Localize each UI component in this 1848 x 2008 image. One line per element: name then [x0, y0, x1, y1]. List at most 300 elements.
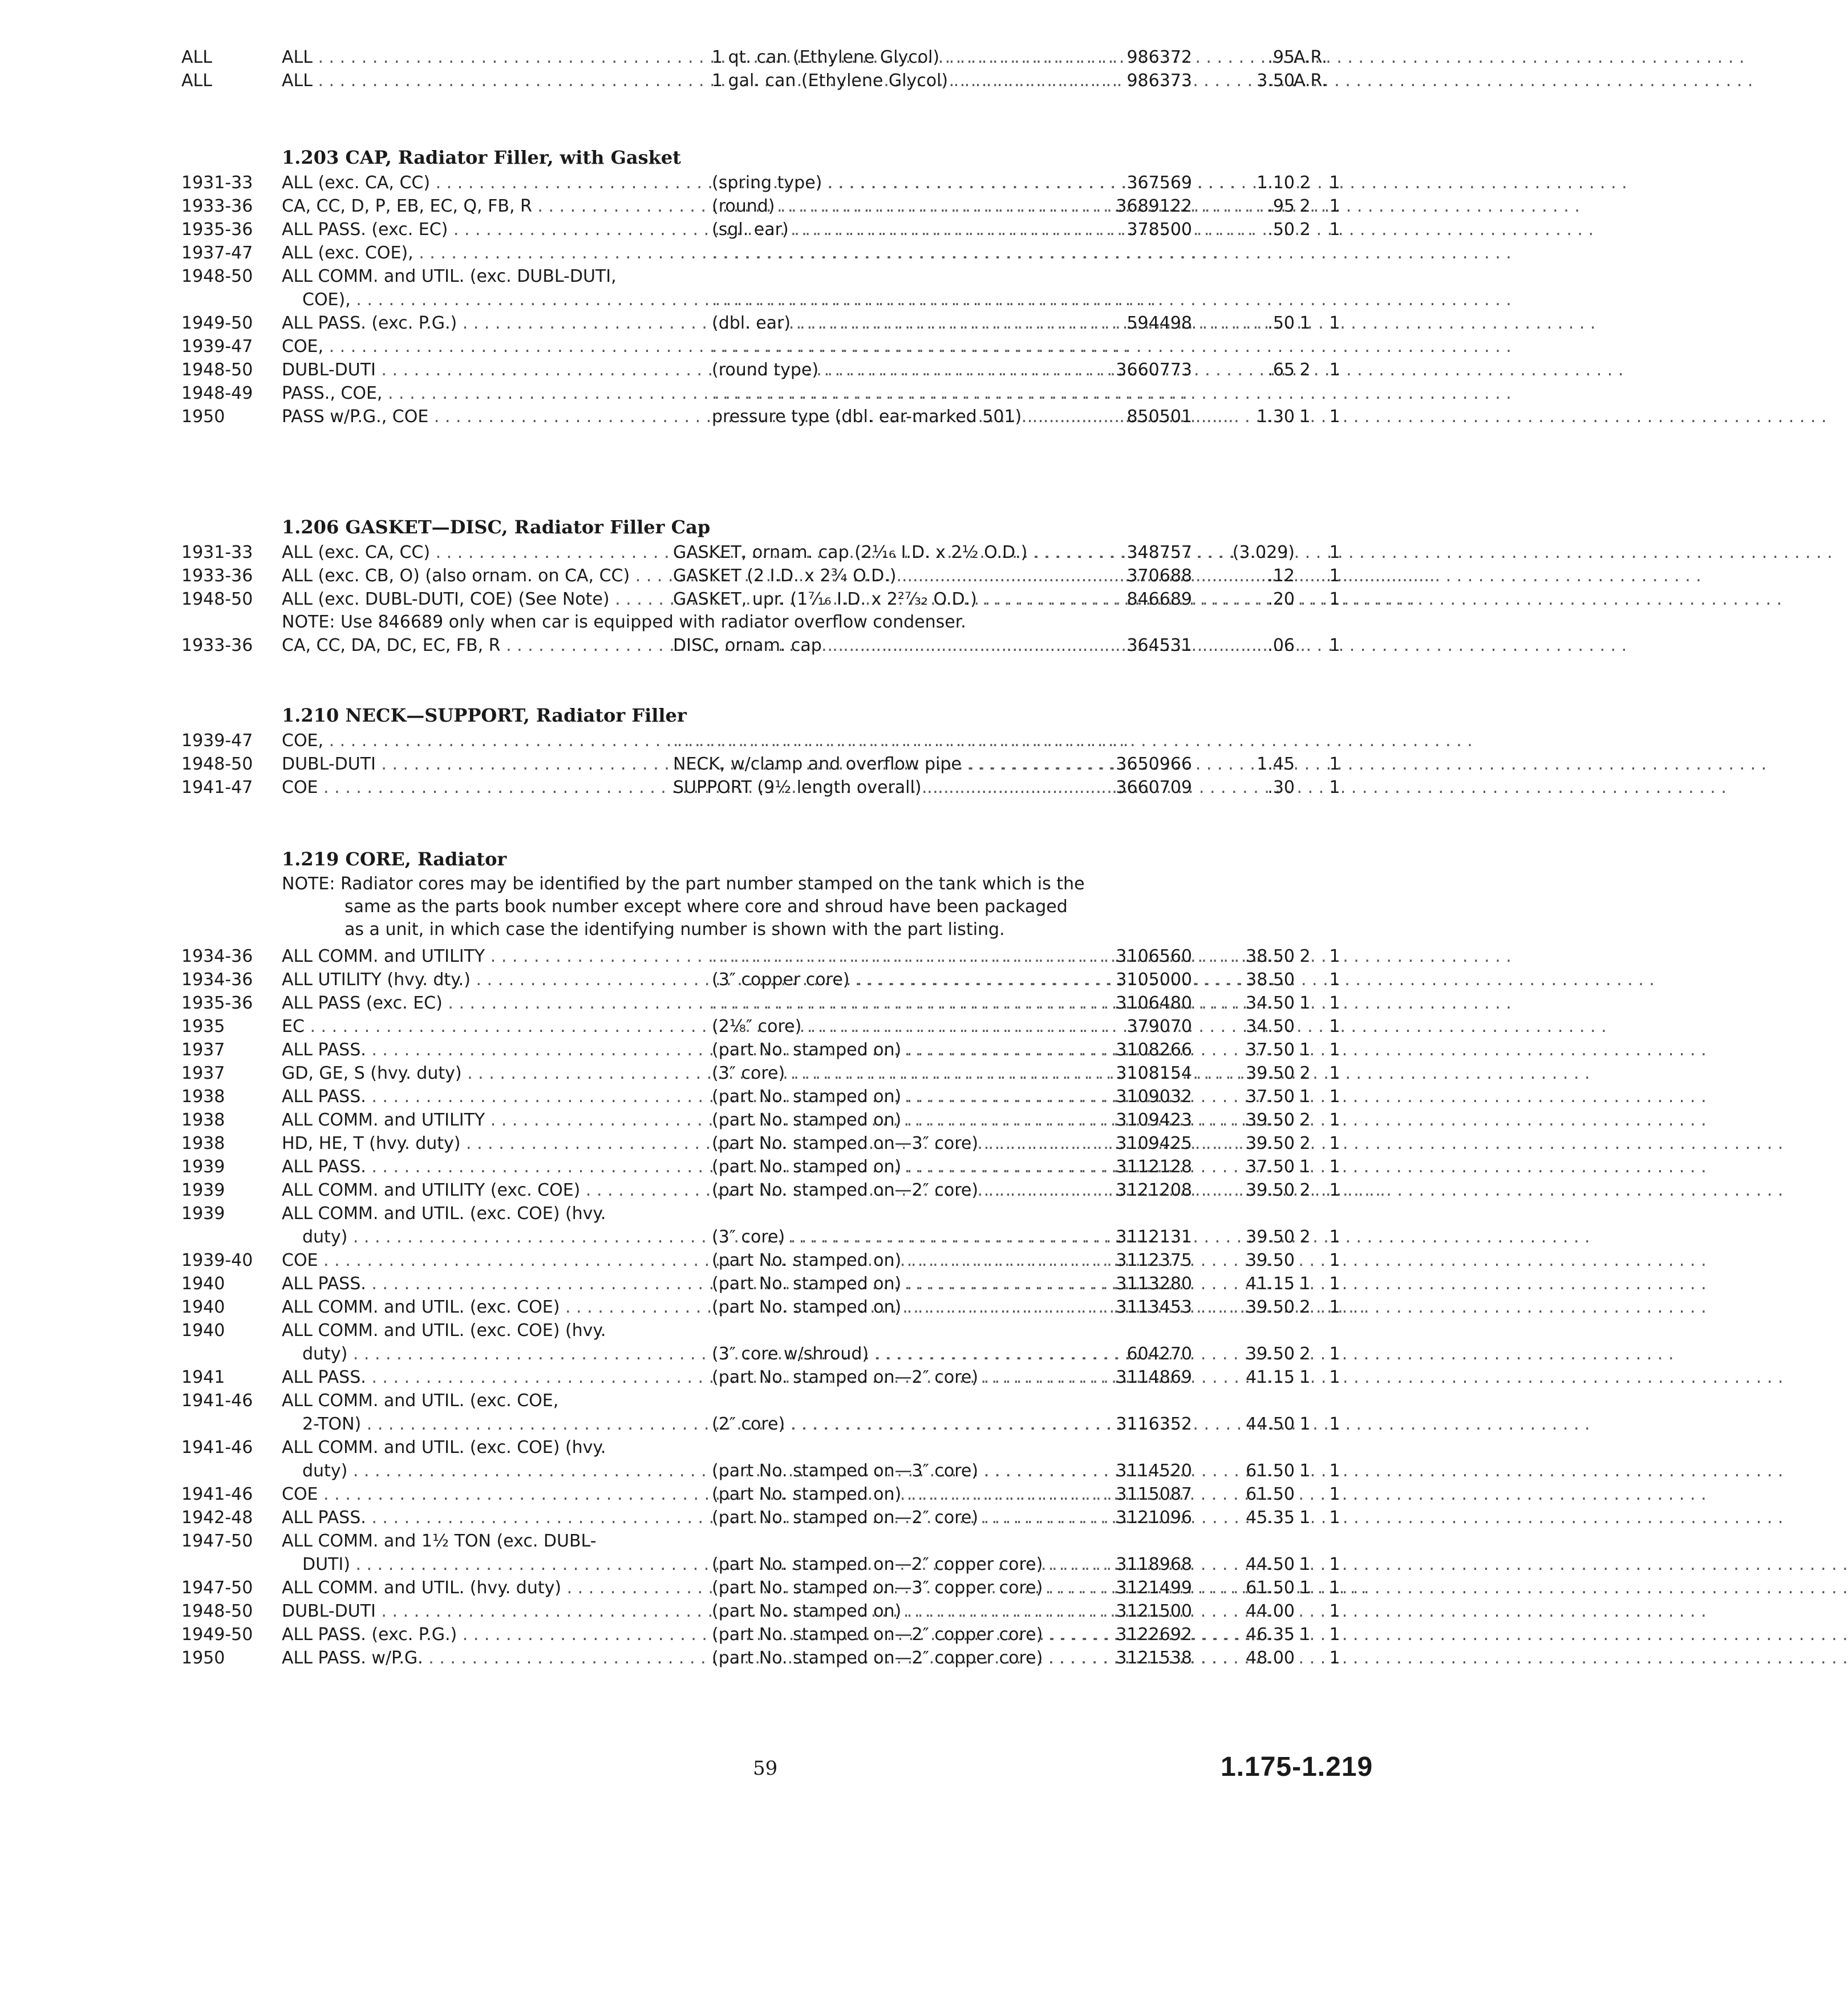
description: (2⅛″ core) . . . [712, 1015, 1088, 1038]
year-range: 1947-50 [181, 1578, 253, 1598]
price: 46.35 [1246, 1625, 1295, 1645]
year-range: 1940 [181, 1321, 225, 1341]
model-text: ALL UTILITY (hvy. dty.) . . . [282, 970, 1275, 990]
year-range: 1933-36 [181, 196, 253, 216]
qty-per-pkg: 1 [1329, 1227, 1340, 1247]
table-row [0, 335, 1442, 358]
qty-per-pkg: 1 [1329, 1297, 1340, 1317]
section-range: 1.175-1.219 [1221, 1752, 1373, 1782]
part-number: 370688 [1126, 566, 1192, 586]
model-cell [282, 335, 653, 358]
description: 1 gal. can (Ethylene Glycol) . . . [712, 69, 1088, 92]
year-range: 1940 [181, 1297, 225, 1317]
description: (3″ core) . . . [712, 1225, 1088, 1249]
model-cell [282, 1529, 653, 1576]
qty-per-car: A.R. [1294, 71, 1327, 91]
table-row [0, 1366, 1442, 1389]
table-row [0, 195, 1442, 218]
qty-per-car: 2 [1299, 220, 1311, 240]
part-number: 3114520 [1116, 1461, 1192, 1481]
description: 1 qt. can (Ethylene Glycol) . . . [712, 46, 1088, 69]
description: (sgl. ear) . . . [712, 218, 1088, 241]
model-text: ALL (exc. DUBL-DUTI, COE) (See Note) . . . [282, 589, 1415, 609]
year-range: 1949-50 [181, 1625, 253, 1645]
model-cell [282, 1155, 653, 1179]
model-cell [282, 564, 653, 588]
price: 39.50 [1246, 1250, 1295, 1270]
price: .95 [1267, 47, 1295, 67]
year-range: 1934-36 [181, 970, 253, 990]
section-title: 1.210 NECK—SUPPORT, Radiator Filler [282, 705, 687, 726]
table-row [0, 752, 1442, 776]
table-row [0, 968, 1442, 991]
price: 34.50 [1246, 993, 1295, 1013]
model-text-cont: 2-TON) . . . [282, 1412, 653, 1436]
model-text: ALL COMM. and UTILITY (exc. COE) . . . [282, 1180, 1385, 1200]
year-range: 1941 [181, 1367, 225, 1387]
price: 34.50 [1246, 1017, 1295, 1037]
section-1210-neck-support [0, 702, 1442, 799]
table-row [0, 541, 1442, 564]
price: 39.50 [1246, 1227, 1295, 1247]
model-text: ALL COMM. and UTIL. (exc. COE, [282, 1391, 559, 1411]
part-number: 3112131 [1116, 1227, 1192, 1247]
price: (3.029) [1232, 543, 1295, 562]
year-range: 1947-50 [181, 1531, 253, 1551]
model-text-cont: duty) . . . [282, 1225, 653, 1249]
qty-per-pkg: 1 [1329, 407, 1340, 427]
qty-per-pkg: 1 [1329, 173, 1340, 193]
description: (part No. stamped on) . . . [712, 1085, 1088, 1108]
table-row [0, 218, 1442, 241]
model-text: ALL (exc. COE), . . . [282, 243, 1218, 263]
description: SUPPORT (9½ length overall) . . . [673, 776, 1089, 799]
model-cell [282, 1272, 653, 1296]
table-row [0, 1296, 1442, 1319]
description: NECK, w/clamp and overflow pipe . . . [673, 752, 1089, 776]
model-cell [282, 752, 653, 776]
year-range: 1942-48 [181, 1508, 253, 1528]
description [712, 288, 1088, 311]
model-text: ALL COMM. and UTILITY . . . [282, 1110, 1290, 1130]
model-text: ALL PASS. . . . [282, 1508, 1171, 1528]
year-range: 1938 [181, 1133, 225, 1153]
qty-per-car: 1 [1299, 1367, 1311, 1387]
part-number: 3121538 [1116, 1648, 1192, 1668]
price: 37.50 [1246, 1040, 1295, 1060]
part-number: 3116352 [1116, 1414, 1192, 1434]
model-cell [282, 1085, 653, 1108]
table-row [0, 729, 1442, 752]
model-cell [282, 945, 653, 968]
model-text: ALL PASS. . . . [282, 1157, 1171, 1177]
year-range: 1948-49 [181, 383, 253, 403]
price: 44.50 [1246, 1554, 1295, 1574]
model-cell [282, 265, 653, 311]
model-cell [282, 405, 653, 428]
part-number: 364531 [1126, 635, 1192, 655]
qty-per-pkg: 1 [1329, 1554, 1340, 1574]
year-range: 1937 [181, 1040, 225, 1060]
model-text: ALL PASS (exc. EC) . . . [282, 993, 1247, 1013]
model-cell [282, 1108, 653, 1132]
model-cell [282, 776, 653, 799]
part-number: 3105000 [1116, 970, 1192, 990]
model-cell [282, 1296, 653, 1319]
price: .65 [1267, 360, 1295, 380]
description [712, 991, 1088, 1015]
qty-per-pkg: 1 [1329, 220, 1340, 240]
price: 38.50 [1246, 946, 1295, 966]
model-text: DUBL-DUTI . . . [282, 360, 1181, 380]
section-note: NOTE: Use 846689 only when car is equipped with radiator overflow condenser. [282, 612, 966, 632]
description: (3″ core w/shroud) . . . [712, 1342, 1088, 1366]
part-number: 3112375 [1116, 1250, 1192, 1270]
model-cell [282, 541, 653, 564]
price: 1.10 [1257, 173, 1295, 193]
model-text: ALL COMM. and UTIL. (exc. DUBL-DUTI, [282, 266, 617, 286]
model-cell [282, 1202, 653, 1249]
model-cell [282, 311, 653, 335]
model-cell [282, 69, 653, 92]
model-text: ALL COMM. and 1½ TON (exc. DUBL- [282, 1531, 597, 1551]
section-title: 1.203 CAP, Radiator Filler, with Gasket [282, 147, 681, 168]
part-number: 3121208 [1116, 1180, 1192, 1200]
table-row [0, 265, 1442, 311]
description: (part No. stamped on—2″ core) . . . [712, 1179, 1088, 1202]
price: .50 [1267, 313, 1295, 333]
qty-per-pkg: 1 [1329, 543, 1340, 562]
qty-per-car: 1 [1299, 1414, 1311, 1434]
model-cell [282, 46, 653, 69]
part-number: 986372 [1126, 47, 1192, 67]
qty-per-car: 1 [1299, 1087, 1311, 1107]
description [712, 382, 1088, 405]
model-text: ALL PASS. (exc. P.G.) . . . [282, 1625, 1262, 1645]
qty-per-pkg: 1 [1329, 1508, 1340, 1528]
part-number: 594498 [1126, 313, 1192, 333]
part-number: 3650966 [1116, 754, 1192, 774]
table-row [0, 1062, 1442, 1085]
description: (part No. stamped on) . . . [712, 1600, 1088, 1623]
year-range: 1939-40 [181, 1250, 253, 1270]
description: (round) . . . [712, 195, 1088, 218]
part-number: 846689 [1126, 589, 1192, 609]
model-text: ALL COMM. and UTIL. (exc. COE) . . . [282, 1297, 1365, 1317]
table-row [0, 382, 1442, 405]
part-number: 3113453 [1116, 1297, 1192, 1317]
table-row [0, 1436, 1442, 1483]
part-number: 3660773 [1116, 360, 1192, 380]
price: 41.15 [1246, 1367, 1295, 1387]
description: (part No. stamped on—3″ copper core) . . . [712, 1576, 1088, 1600]
part-number: 986373 [1126, 71, 1192, 91]
table-row [0, 171, 1442, 195]
part-number: 3113280 [1116, 1274, 1192, 1294]
part-number: 378500 [1126, 220, 1192, 240]
qty-per-car: 2 [1299, 173, 1311, 193]
model-cell [282, 195, 653, 218]
model-cell [282, 1038, 653, 1062]
year-range: ALL [181, 71, 212, 91]
qty-per-pkg: 1 [1329, 589, 1340, 609]
description [712, 335, 1088, 358]
price: 39.50 [1246, 1133, 1295, 1153]
part-number: 3660709 [1116, 778, 1192, 797]
part-number: 3118968 [1116, 1554, 1192, 1574]
part-number: 3109423 [1116, 1110, 1192, 1130]
qty-per-pkg: 1 [1329, 566, 1340, 586]
section-heading [0, 702, 1442, 729]
model-cell [282, 1483, 653, 1506]
model-cell [282, 1436, 653, 1483]
section-1219-core [0, 845, 1442, 1670]
part-number: 3112128 [1116, 1157, 1192, 1177]
description: (part No. stamped on—2″ copper core) . . . [712, 1646, 1088, 1670]
qty-per-pkg: 1 [1329, 196, 1340, 216]
price: 39.50 [1246, 1180, 1295, 1200]
qty-per-car: 1 [1299, 1040, 1311, 1060]
table-row [0, 945, 1442, 968]
table-row [0, 1646, 1442, 1670]
model-cell [282, 1249, 653, 1272]
model-text: ALL (exc. CA, CC) . . . [282, 173, 1235, 193]
table-row [0, 1506, 1442, 1529]
year-range: 1939-47 [181, 337, 253, 357]
description [673, 729, 1089, 752]
part-number: 604270 [1126, 1344, 1192, 1364]
price: 48.00 [1246, 1648, 1295, 1668]
note-line: NOTE: Radiator cores may be identified by the part number stamped on the tank which is the [282, 874, 1085, 894]
year-range: 1933-36 [181, 566, 253, 586]
part-number: 3689122 [1116, 196, 1192, 216]
price: .20 [1267, 589, 1295, 609]
model-text: COE . . . [282, 778, 1123, 797]
qty-per-car: 1 [1299, 993, 1311, 1013]
model-cell [282, 1319, 653, 1366]
price: 61.50 [1246, 1578, 1295, 1598]
qty-per-car: 2 [1299, 1344, 1311, 1364]
model-text: PASS w/P.G., COE . . . [282, 407, 1234, 427]
part-number: 367569 [1126, 173, 1192, 193]
part-number: 3121500 [1116, 1601, 1192, 1621]
qty-per-pkg: 1 [1329, 1133, 1340, 1153]
year-range: 1941-46 [181, 1484, 253, 1504]
qty-per-car: 1 [1299, 1508, 1311, 1528]
table-row [0, 311, 1442, 335]
model-cell [282, 1576, 653, 1600]
qty-per-car: 2 [1299, 196, 1311, 216]
qty-per-pkg: 1 [1329, 1578, 1340, 1598]
model-text: ALL COMM. and UTILITY . . . [282, 946, 1290, 966]
model-text: ALL (exc. CA, CC) . . . [282, 543, 1235, 562]
table-row [0, 1155, 1442, 1179]
model-text: ALL PASS. w/P.G. . . . [282, 1648, 1228, 1668]
qty-per-car: 1 [1299, 1274, 1311, 1294]
model-text: CA, CC, D, P, EB, EC, Q, FB, R . . . [282, 196, 1337, 216]
part-number: 3122692 [1116, 1625, 1192, 1645]
table-row [0, 1272, 1442, 1296]
qty-per-pkg: 1 [1329, 1461, 1340, 1481]
model-text: PASS., COE, . . . [282, 383, 1188, 403]
year-range: 1941-46 [181, 1438, 253, 1458]
year-range: 1934-36 [181, 946, 253, 966]
year-range: 1939 [181, 1204, 225, 1224]
note-line: same as the parts book number except where core and shroud have been packaged [345, 897, 1068, 917]
description: (spring type) . . . [712, 171, 1088, 195]
section-1203-cap [0, 144, 1442, 428]
model-text: ALL PASS. . . . [282, 1040, 1171, 1060]
model-text: ALL . . . [282, 71, 1117, 91]
description: (part No. stamped on—2″ copper core) . . . [712, 1623, 1088, 1646]
qty-per-car: 2 [1299, 1133, 1311, 1153]
description: (part No. stamped on) . . . [712, 1108, 1088, 1132]
qty-per-pkg: 1 [1329, 778, 1340, 797]
model-cell [282, 171, 653, 195]
model-cell [282, 241, 653, 265]
model-cell [282, 1389, 653, 1436]
section-heading [0, 845, 1442, 873]
year-range: 1935-36 [181, 993, 253, 1013]
model-text: DUBL-DUTI . . . [282, 754, 1181, 774]
year-range: 1950 [181, 1648, 225, 1668]
qty-per-pkg: 1 [1329, 1367, 1340, 1387]
part-number: 3108154 [1116, 1063, 1192, 1083]
qty-per-pkg: 1 [1329, 1110, 1340, 1130]
table-row [0, 358, 1442, 382]
model-cell [282, 218, 653, 241]
price: .50 [1267, 220, 1295, 240]
year-range: 1948-50 [181, 589, 253, 609]
year-range: 1939-47 [181, 731, 253, 751]
table-row [0, 1600, 1442, 1623]
part-number: 3114869 [1116, 1367, 1192, 1387]
model-cell [282, 1015, 653, 1038]
table-row [0, 46, 1442, 69]
price: .95 [1267, 196, 1295, 216]
table-row [0, 405, 1442, 428]
description: GASKET, ornam. cap (2¹⁄₁₆ I.D. x 2½ O.D.) . . . [673, 541, 1089, 564]
part-number: 3108266 [1116, 1040, 1192, 1060]
year-range: 1937 [181, 1063, 225, 1083]
qty-per-pkg: 1 [1329, 635, 1340, 655]
table-row [0, 776, 1442, 799]
table-row [0, 1179, 1442, 1202]
price: 45.35 [1246, 1508, 1295, 1528]
model-text-cont: COE), . . . [282, 288, 653, 311]
model-cell [282, 358, 653, 382]
description: GASKET, upr. (1⁷⁄₁₆ I.D. x 2²⁷⁄₃₂ O.D.) . . . [673, 588, 1089, 611]
table-row [0, 1529, 1442, 1576]
model-cell [282, 1132, 653, 1155]
model-cell [282, 1506, 653, 1529]
qty-per-pkg: 1 [1329, 1625, 1340, 1645]
table-row [0, 1015, 1442, 1038]
part-number: 379070 [1126, 1017, 1192, 1037]
price: .12 [1267, 566, 1295, 586]
section-title: 1.206 GASKET—DISC, Radiator Filler Cap [282, 516, 711, 538]
section-note [282, 873, 1103, 941]
price: .30 [1267, 778, 1295, 797]
qty-per-pkg: 1 [1329, 1040, 1340, 1060]
model-cell [282, 1366, 653, 1389]
table-row [0, 241, 1442, 265]
description: (part No. stamped on) . . . [712, 1296, 1088, 1319]
price: 1.45 [1257, 754, 1295, 774]
description: (round type) . . . [712, 358, 1088, 382]
year-range: 1939 [181, 1157, 225, 1177]
model-text: GD, GE, S (hvy. duty) . . . [282, 1063, 1267, 1083]
price: 44.00 [1246, 1601, 1295, 1621]
year-range: 1950 [181, 407, 225, 427]
qty-per-car: 1 [1299, 1461, 1311, 1481]
model-cell [282, 1600, 653, 1623]
year-range: 1931-33 [181, 543, 253, 562]
table-row [0, 1623, 1442, 1646]
price: 61.50 [1246, 1484, 1295, 1504]
price: 41.15 [1246, 1274, 1295, 1294]
table-row [0, 1483, 1442, 1506]
description: (3″ copper core) . . . [712, 968, 1088, 991]
model-text: ALL PASS. (exc. EC) . . . [282, 220, 1253, 240]
description: (part No. stamped on) . . . [712, 1249, 1088, 1272]
price: 38.50 [1246, 970, 1295, 990]
qty-per-pkg: 1 [1329, 1274, 1340, 1294]
qty-per-car: 2 [1299, 1180, 1311, 1200]
section-heading [0, 144, 1442, 171]
model-text: ALL PASS. (exc. P.G.) . . . [282, 313, 1262, 333]
model-text-cont: DUTI) . . . [282, 1553, 653, 1576]
model-text: ALL COMM. and UTIL. (exc. COE) (hvy. [282, 1321, 606, 1341]
year-range: 1935 [181, 1017, 225, 1037]
qty-per-car: 1 [1299, 1157, 1311, 1177]
section-title: 1.219 CORE, Radiator [282, 848, 507, 870]
description: (part No. stamped on) . . . [712, 1155, 1088, 1179]
price: .06 [1267, 635, 1295, 655]
year-range: 1935-36 [181, 220, 253, 240]
year-range: 1941-46 [181, 1391, 253, 1411]
qty-per-pkg: 1 [1329, 1063, 1340, 1083]
section-antifreeze [0, 46, 1442, 92]
table-row [0, 1202, 1442, 1249]
description [712, 945, 1088, 968]
model-text: EC . . . [282, 1017, 1109, 1037]
table-row [0, 1576, 1442, 1600]
qty-per-car: 1 [1299, 1554, 1311, 1574]
qty-per-pkg: 1 [1329, 360, 1340, 380]
qty-per-pkg: 1 [1329, 1250, 1340, 1270]
note-line: as a unit, in which case the identifying number is shown with the part listing. [345, 920, 1005, 940]
model-cell [282, 588, 653, 611]
model-text: DUBL-DUTI . . . [282, 1601, 1181, 1621]
qty-per-pkg: 1 [1329, 1648, 1340, 1668]
description: GASKET (2 I.D. x 2¾ O.D.) . . . [673, 564, 1089, 588]
year-range: 1940 [181, 1274, 225, 1294]
price: 39.50 [1246, 1297, 1295, 1317]
model-text: ALL . . . [282, 47, 1117, 67]
table-row [0, 564, 1442, 588]
description: (part No. stamped on) . . . [712, 1483, 1088, 1506]
qty-per-pkg: 1 [1329, 1344, 1340, 1364]
model-cell [282, 634, 653, 657]
year-range: 1948-50 [181, 266, 253, 286]
price: 39.50 [1246, 1063, 1295, 1083]
price: 39.50 [1246, 1110, 1295, 1130]
model-text: COE, . . . [282, 337, 1128, 357]
section-heading [0, 513, 1442, 541]
description: (part No. stamped on—2″ copper core) . . . [712, 1553, 1088, 1576]
price: 37.50 [1246, 1157, 1295, 1177]
